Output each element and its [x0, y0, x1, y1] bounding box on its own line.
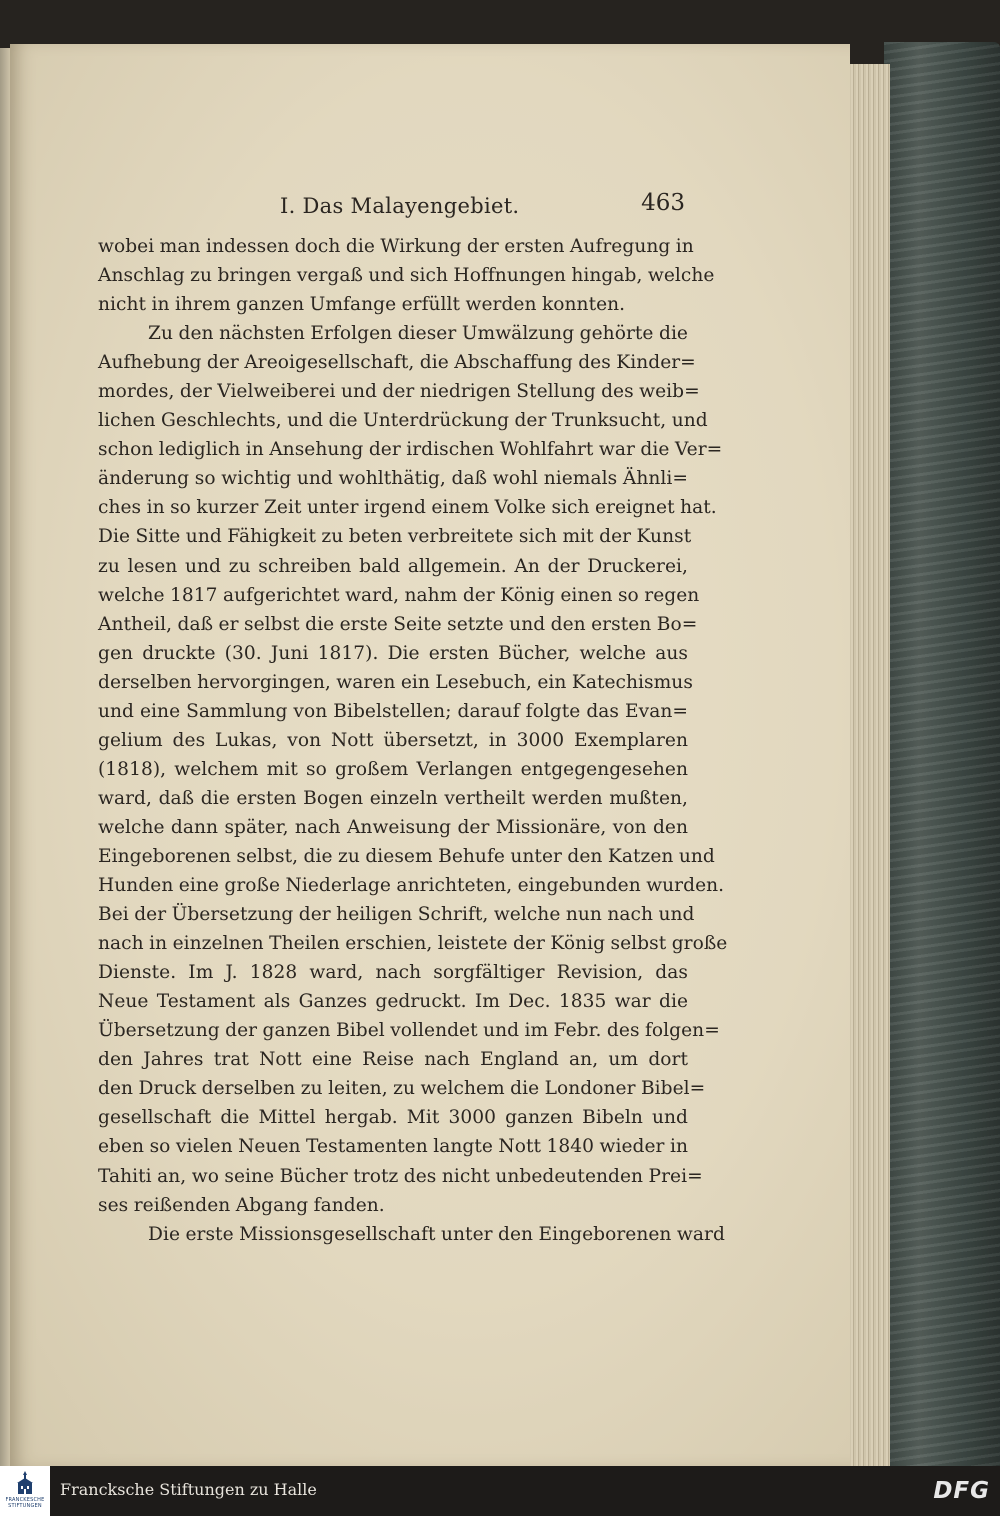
text-line: änderung so wichtig und wohlthätig, daß wohl niemals Ähnli= — [98, 468, 688, 490]
body-text — [98, 232, 728, 1249]
text-line: wobei man indessen doch die Wirkung der ersten Aufregung in — [98, 236, 694, 257]
text-line: Tahiti an, wo seine Bücher trotz des nicht unbedeutenden Prei= — [98, 1165, 703, 1187]
text-line: welche 1817 aufgerichtet ward, nahm der König einen so regen — [98, 584, 700, 606]
logo-caption — [0, 1497, 50, 1509]
text-line: Aufhebung der Areoigesellschaft, die Abschaffung des Kinder= — [98, 352, 696, 374]
logo-caption-line: FRANCKESCHE — [5, 1497, 45, 1503]
text-line: nicht in ihrem ganzen Umfange erfüllt werden konnten. — [98, 294, 626, 316]
text-line: (1818), welchem mit so großem Verlangen entgegengesehen — [98, 758, 688, 780]
text-line: derselben hervorgingen, waren ein Lesebuch, ein Katechismus — [98, 671, 693, 693]
text-line: ses reißenden Abgang fanden. — [98, 1194, 385, 1216]
text-line: Die erste Missionsgesellschaft unter den Eingeborenen ward — [148, 1223, 725, 1245]
text-line: den Druck derselben zu leiten, zu welchem die Londoner Bibel= — [98, 1078, 706, 1100]
text-line: mordes, der Vielweiberei und der niedrigen Stellung des weib= — [98, 381, 700, 403]
logo-caption-line: STIFTUNGEN — [8, 1503, 42, 1509]
text-line: den Jahres trat Nott eine Reise nach England an, um dort — [98, 1049, 688, 1071]
text-line: welche dann später, nach Anweisung der Missionäre, von den — [98, 816, 688, 838]
text-line: nach in einzelnen Theilen erschien, leistete der König selbst große — [98, 933, 728, 955]
page-number: 463 — [641, 190, 685, 216]
text-line: gelium des Lukas, von Nott übersetzt, in 3000 Exemplaren — [98, 729, 688, 751]
text-line: gen druckte (30. Juni 1817). Die ersten Bücher, welche aus — [98, 642, 688, 664]
page-stack-edge — [846, 64, 890, 1466]
institution-logo[interactable] — [0, 1466, 50, 1516]
dfg-logo[interactable]: DFG — [933, 1478, 990, 1504]
institution-link[interactable]: Francksche Stiftungen zu Halle — [60, 1480, 317, 1499]
running-header — [280, 190, 685, 224]
text-line: gesellschaft die Mittel hergab. Mit 3000 ganzen Bibeln und — [98, 1107, 688, 1129]
text-line: schon lediglich in Ansehung der irdischen Wohlfahrt war die Ver= — [98, 439, 723, 461]
text-line: eben so vielen Neuen Testamenten langte Nott 1840 wieder in — [98, 1136, 688, 1158]
text-line: lichen Geschlechts, und die Unterdrückung der Trunksucht, und — [98, 410, 708, 432]
footer-bar — [0, 1466, 1000, 1516]
text-line: Bei der Übersetzung der heiligen Schrift, welche nun nach und — [98, 904, 695, 926]
text-line: Eingeborenen selbst, die zu diesem Behufe unter den Katzen und — [98, 845, 715, 867]
text-line: ches in so kurzer Zeit unter irgend einem Volke sich ereignet hat. — [98, 497, 717, 519]
text-line: Anschlag zu bringen vergaß und sich Hoffnungen hingab, welche — [98, 265, 715, 287]
text-line: Antheil, daß er selbst die erste Seite setzte und den ersten Bo= — [98, 613, 698, 635]
text-line: Die Sitte und Fähigkeit zu beten verbreitete sich mit der Kunst — [98, 526, 692, 548]
text-line: zu lesen und zu schreiben bald allgemein. An der Druckerei, — [98, 555, 688, 577]
text-line: und eine Sammlung von Bibelstellen; darauf folgte das Evan= — [98, 700, 688, 722]
running-title: I. Das Malayengebiet. — [280, 194, 520, 218]
orphanage-building-icon — [15, 1471, 35, 1495]
book-cover-edge — [884, 42, 1000, 1466]
text-line: Zu den nächsten Erfolgen dieser Umwälzung gehörte die — [148, 323, 688, 345]
text-line: Neue Testament als Ganzes gedruckt. Im Dec. 1835 war die — [98, 991, 688, 1013]
text-line: ward, daß die ersten Bogen einzeln vertheilt werden mußten, — [98, 787, 688, 809]
text-line: Dienste. Im J. 1828 ward, nach sorgfältiger Revision, das — [98, 962, 688, 984]
text-line: Hunden eine große Niederlage anrichteten, eingebunden wurden. — [98, 875, 725, 897]
text-line: Übersetzung der ganzen Bibel vollendet und im Febr. des folgen= — [98, 1020, 720, 1042]
